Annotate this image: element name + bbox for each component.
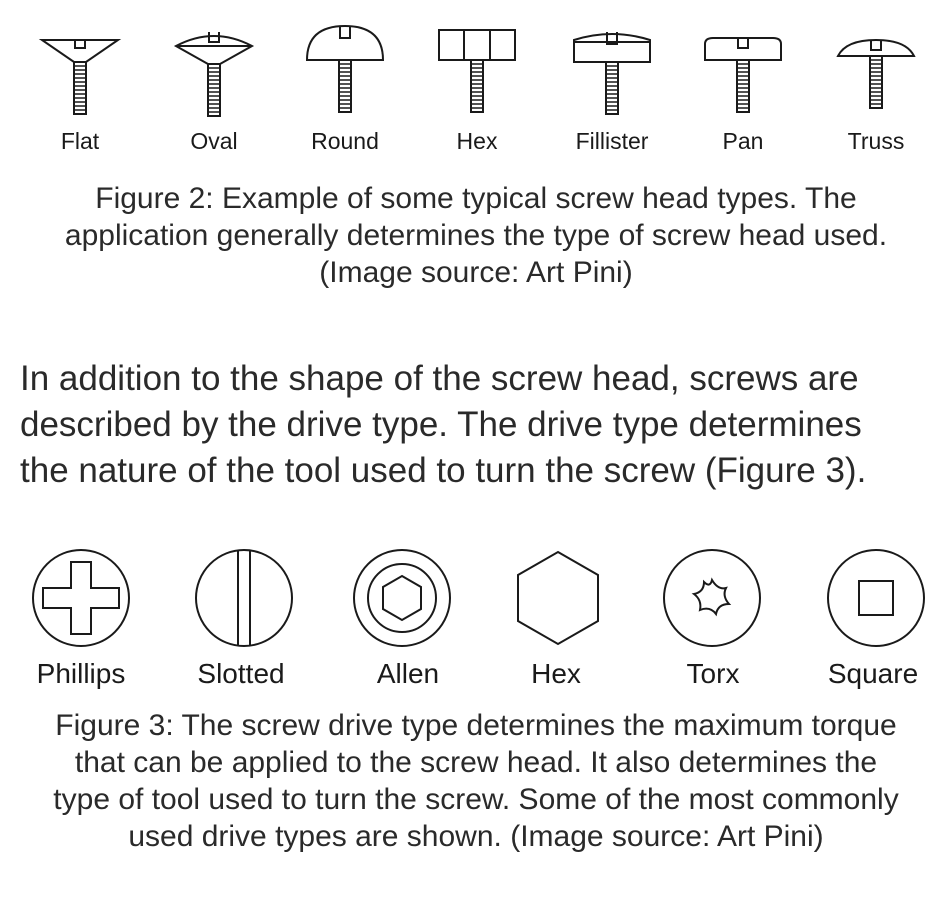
- head-label-pan: Pan: [722, 128, 764, 154]
- body-paragraph: [20, 356, 940, 494]
- fillister-head-screw-icon: [574, 32, 650, 114]
- head-label-flat: Flat: [60, 128, 100, 154]
- paragraph-line: the nature of the tool used to turn the screw (Figure 3).: [20, 451, 867, 490]
- drive-label-torx: Torx: [686, 658, 740, 689]
- drive-label-slotted: Slotted: [197, 658, 285, 689]
- square-drive-icon: [828, 550, 924, 646]
- caption-line: that can be applied to the screw head. It also determines the: [74, 746, 878, 779]
- drive-label-phillips: Phillips: [36, 658, 126, 689]
- round-head-screw-icon: [307, 26, 383, 112]
- drive-label-square: Square: [827, 658, 919, 689]
- caption-line: used drive types are shown. (Image source: Art Pini): [128, 820, 824, 853]
- slotted-drive-icon: [196, 550, 292, 646]
- allen-drive-icon: [354, 550, 450, 646]
- figure-3-caption: [0, 707, 952, 855]
- truss-head-screw-icon: [838, 40, 914, 108]
- hex-head-screw-icon: [439, 30, 515, 112]
- paragraph-line: described by the drive type. The drive type determines: [20, 405, 862, 444]
- pan-head-screw-icon: [705, 38, 781, 112]
- paragraph-line: In addition to the shape of the screw head, screws are: [20, 359, 859, 398]
- torx-drive-icon: [664, 550, 760, 646]
- head-label-fillister: Fillister: [575, 128, 649, 154]
- oval-head-screw-icon: [176, 32, 252, 116]
- head-label-hex: Hex: [456, 128, 498, 154]
- drive-label-hex: Hex: [531, 658, 581, 689]
- head-label-truss: Truss: [847, 128, 905, 154]
- head-label-round: Round: [311, 128, 379, 154]
- caption-line: (Image source: Art Pini): [319, 256, 633, 289]
- caption-line: Figure 2: Example of some typical screw head types. The: [95, 182, 857, 215]
- head-label-oval: Oval: [190, 128, 238, 154]
- drive-label-allen: Allen: [376, 658, 440, 689]
- flat-head-screw-icon: [42, 40, 118, 114]
- drive-types-illustration: [0, 540, 952, 652]
- figure-2-caption: [0, 180, 952, 291]
- phillips-drive-icon: [33, 550, 129, 646]
- caption-line: application generally determines the type of screw head used.: [64, 219, 888, 252]
- hex-drive-icon: [518, 552, 598, 644]
- caption-line: Figure 3: The screw drive type determines the maximum torque: [55, 709, 897, 742]
- screw-heads-illustration: [0, 18, 952, 118]
- caption-line: type of tool used to turn the screw. Some of the most commonly: [53, 783, 899, 816]
